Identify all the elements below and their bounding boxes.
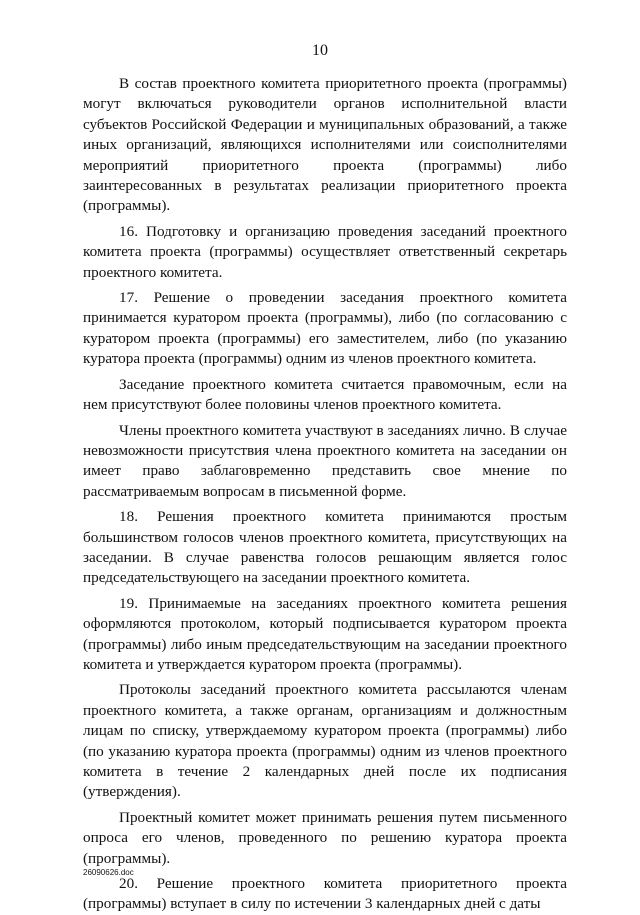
paragraph-19-protocol: 19. Принимаемые на заседаниях проектного комитета решения оформляются протоколом, который подписывается куратором проекта (программы) либо иным председательствующим на заседании проектного комитета и утверждается куратором проекта (программы). <box>83 594 567 673</box>
paragraph-committee-composition: В состав проектного комитета приоритетного проекта (программы) могут включаться руководители органов исполнительной власти субъектов Российской Федерации и муниципальных образований, а также иных организаций, являющихся исполнителями или соисполнителями мероприятий приоритетного проекта (программы) либо заинтересованных в результатах реализации приоритетного проекта (программы). <box>83 75 567 215</box>
paragraph-18-majority-vote: 18. Решения проектного комитета принимаются простым большинством голосов членов проектного комитета, присутствующих на заседании. В случае равенства голосов решающим является голос председательствующего на заседании проектного комитета. <box>83 508 567 587</box>
paragraph-protocol-distribution: Протоколы заседаний проектного комитета рассылаются членам проектного комитета, а также органам, организациям и должностным лицам по списку, утверждаемому куратором проекта (программы) либо (по указанию куратора проекта (программы) одним из членов проектного комитета в течение 2 календарных дней после их подписания (утверждения). <box>83 681 567 801</box>
page-number: 10 <box>312 42 328 59</box>
paragraph-quorum: Заседание проектного комитета считается правомочным, если на нем присутствуют более половины членов проектного комитета. <box>83 375 567 414</box>
paragraph-20-decision-effect: 20. Решение проектного комитета приоритетного проекта (программы) вступает в силу по истечении 3 календарных дней с даты <box>83 875 567 913</box>
paragraph-written-poll: Проектный комитет может принимать решения путем письменного опроса его членов, проведенного по решению куратора проекта (программы). <box>83 808 567 867</box>
paragraph-16-secretary: 16. Подготовку и организацию проведения заседаний проектного комитета проекта (программы) осуществляет ответственный секретарь проектного комитета. <box>83 222 567 281</box>
document-filename: 26090626.doc <box>83 868 134 877</box>
paragraph-personal-attendance: Члены проектного комитета участвуют в заседаниях лично. В случае невозможности присутствия члена проектного комитета на заседании он имеет право заблаговременно представить свое мнение по рассматриваемым вопросам в письменной форме. <box>83 421 567 500</box>
document-body <box>83 74 567 915</box>
paragraph-17-meeting-decision: 17. Решение о проведении заседания проектного комитета принимается куратором проекта (программы), либо (по согласованию с куратором проекта (программы) его заместителем, либо (по указанию куратора проекта (программы) одним из членов проектного комитета. <box>83 289 567 368</box>
